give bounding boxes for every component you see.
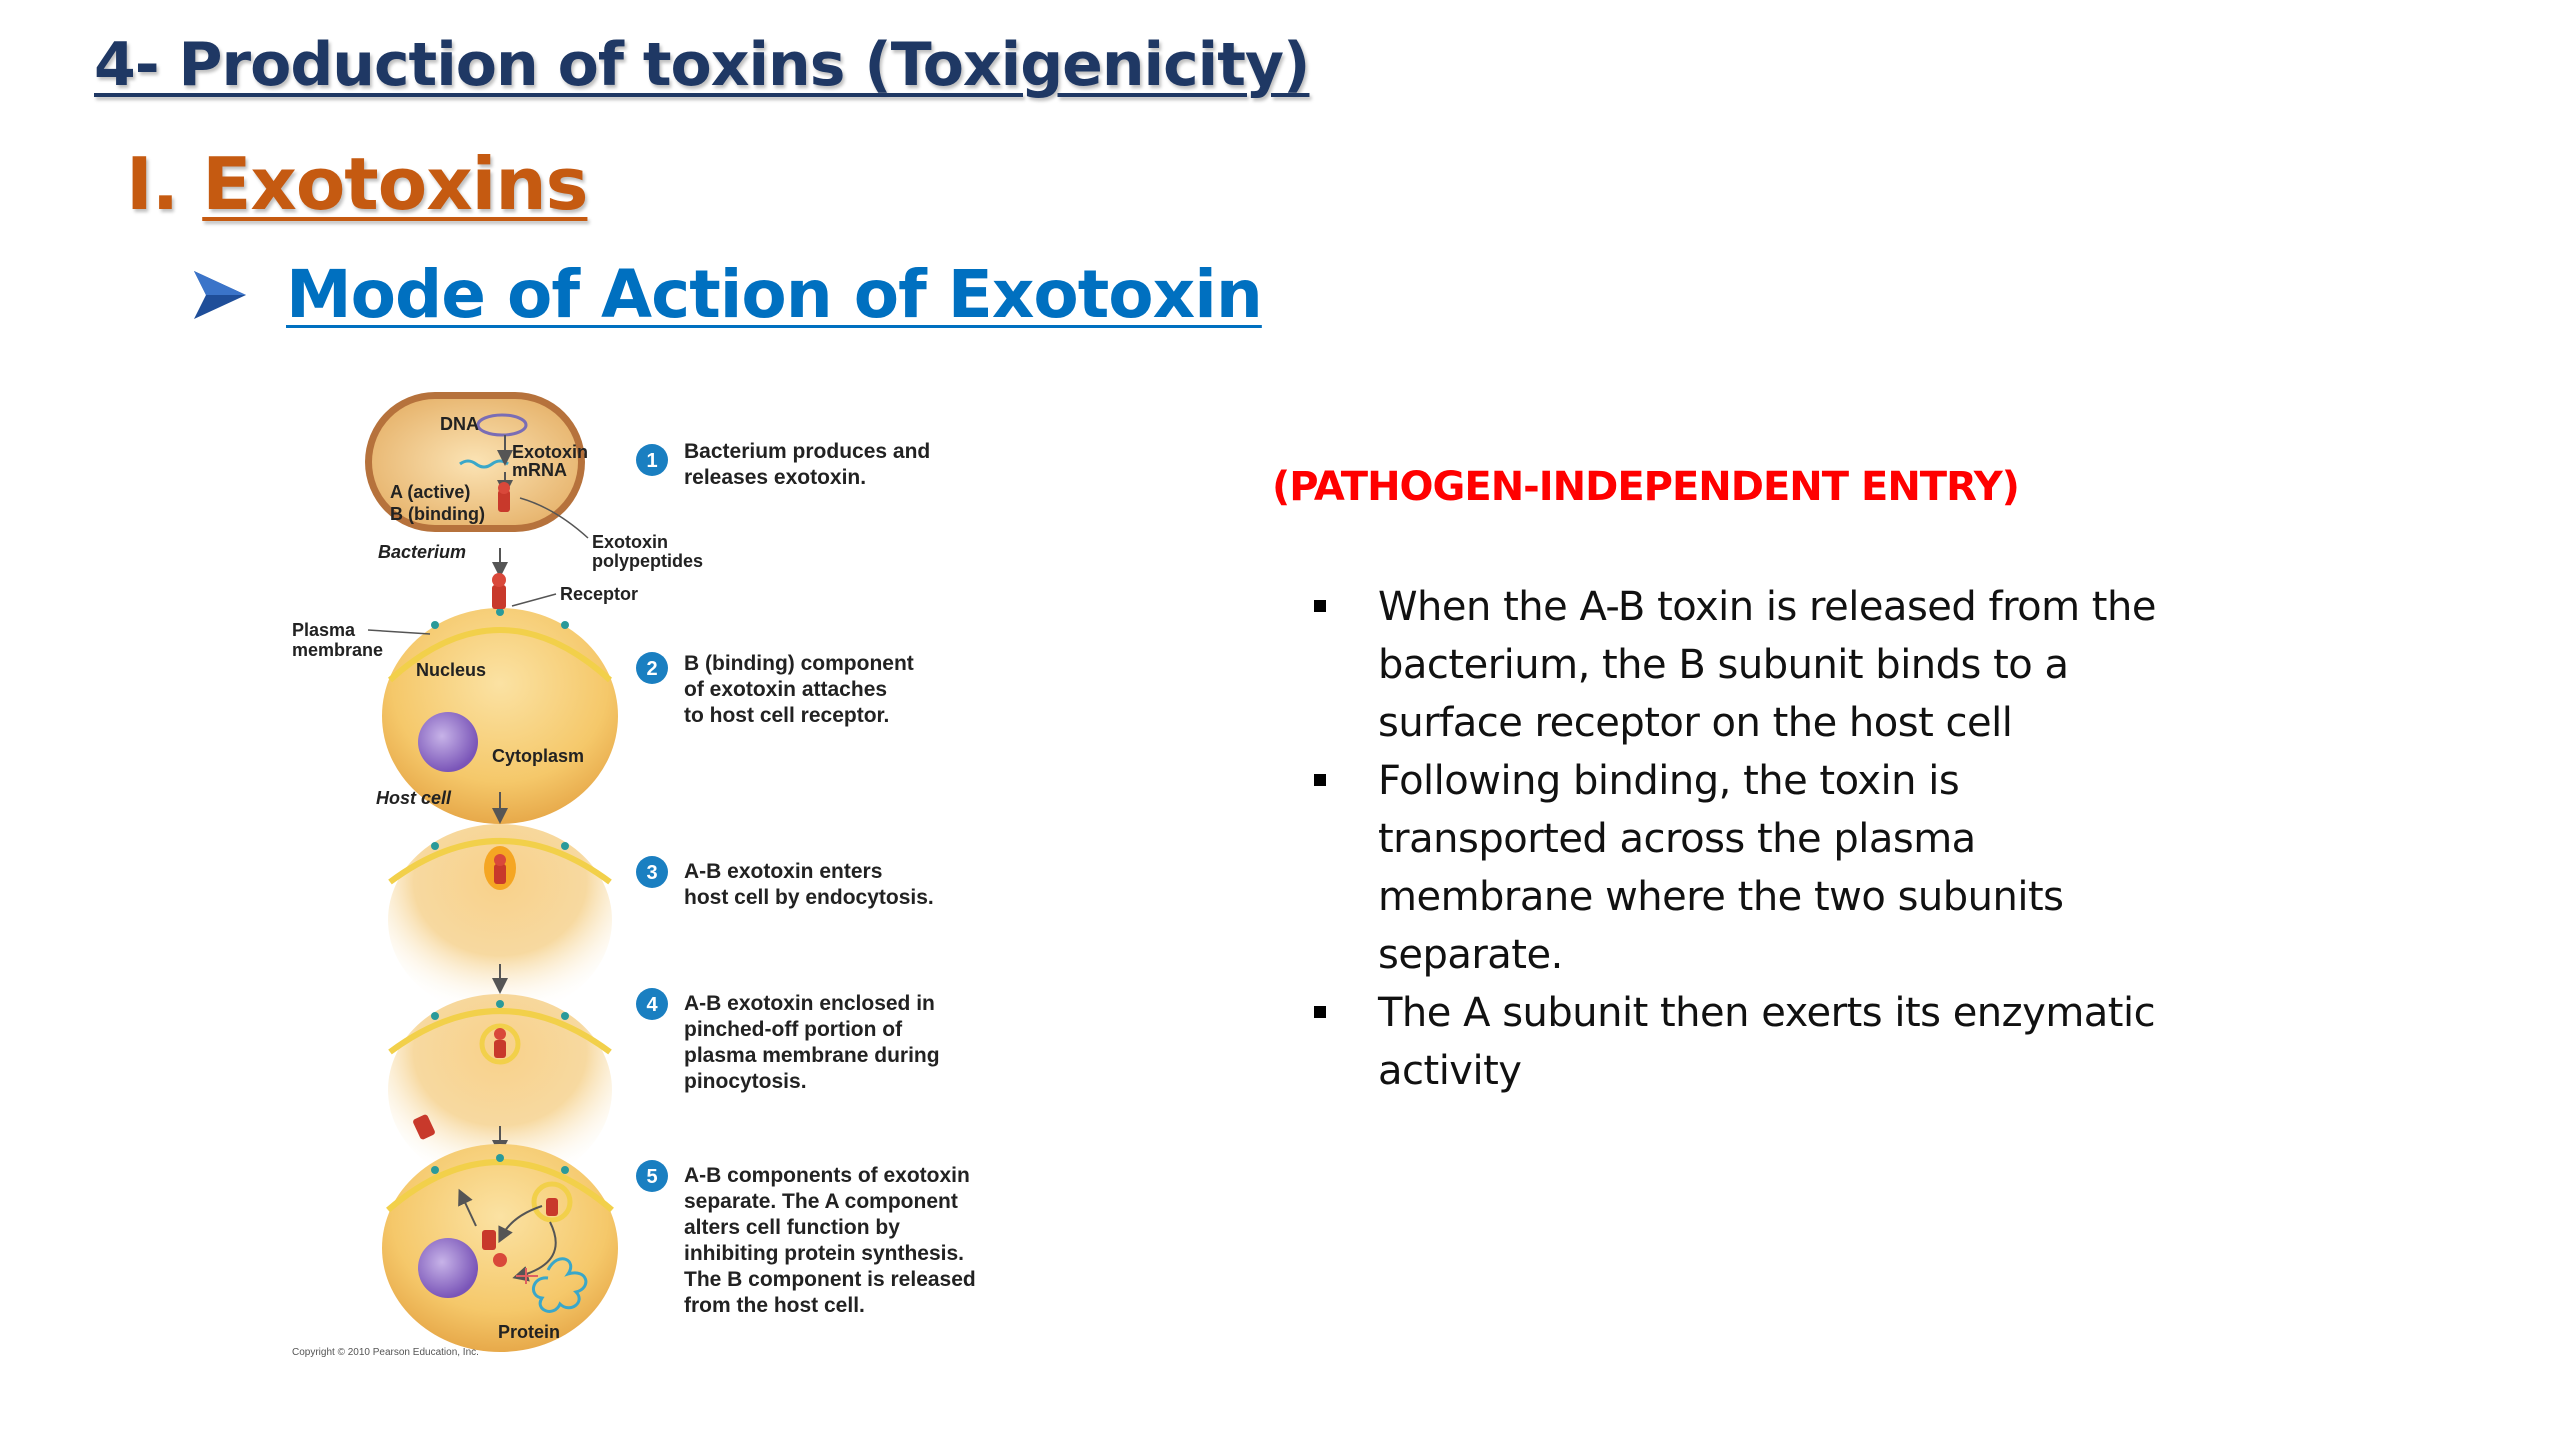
entry-heading: (PATHOGEN-INDEPENDENT ENTRY) [1272,464,2019,510]
step-4-line-4: pinocytosis. [684,1070,807,1093]
step-3-number: 3 [646,862,658,884]
step-2-number: 2 [646,658,658,680]
bullet-item [1310,578,2310,752]
step-3-line-1: A-B exotoxin enters [684,860,883,883]
slide-title: 4- Production of toxins (Toxigenicity) [94,30,1310,100]
copyright-text: Copyright © 2010 Pearson Education, Inc. [292,1347,479,1358]
receptor-pointer [512,594,556,606]
bullet-item [1310,752,2310,984]
bullet-2-line-1: Following binding, the toxin is [1378,758,1960,804]
b-binding-label: B (binding) [390,504,485,524]
step-5-line-5: The B component is released [684,1268,976,1291]
step-5 [636,1160,976,1317]
step-1-line-1: Bacterium produces and [684,440,931,463]
host-cell-label: Host cell [376,788,452,808]
exotoxin-label: Exotoxin [512,442,589,462]
section-label: Exotoxins [202,142,588,226]
step-1-number: 1 [646,450,658,472]
protein-label: Protein [498,1322,561,1342]
host-cell-step-2 [382,573,618,824]
bullet-2-line-3: membrane where the two subunits [1378,874,2064,920]
bullet-3-line-2: activity [1378,1048,1522,1094]
mrna-label: mRNA [512,460,568,480]
bullet-square-icon [1314,774,1326,786]
membrane-pointer [368,630,430,634]
bacterium-label: Bacterium [378,542,467,562]
subsection-label: Mode of Action of Exotoxin [286,256,1262,333]
bullet-square-icon [1314,600,1326,612]
exotoxin-diagram [280,380,1040,1360]
step-2-line-2: of exotoxin attaches [684,678,888,701]
bullet-item [1310,984,2310,1100]
nucleus-label: Nucleus [416,660,487,680]
bullet-square-icon [1314,1006,1326,1018]
step-5-line-6: from the host cell. [684,1294,865,1317]
step-3-line-2: host cell by endocytosis. [684,886,934,909]
step-1-line-2: releases exotoxin. [684,466,867,489]
step-5-line-1: A-B components of exotoxin [684,1164,970,1187]
bullet-list [1310,578,2310,1100]
step-4-line-2: pinched-off portion of [684,1018,903,1041]
plasma-label: Plasma [292,620,356,640]
step-2 [636,652,914,727]
exotoxin-polypeptides-label-1: Exotoxin [592,532,669,552]
section-heading [126,142,587,226]
bullet-3-line-1: The A subunit then exerts its enzymatic [1378,990,2156,1036]
step-4-number: 4 [646,994,658,1016]
step-2-line-3: to host cell receptor. [684,704,890,727]
bullet-2-line-4: separate. [1378,932,1563,978]
step-4-line-3: plasma membrane during [684,1044,940,1067]
bullet-1-line-2: bacterium, the B subunit binds to a [1378,642,2069,688]
dna-label: DNA [440,414,479,434]
step-5-line-3: alters cell function by [684,1216,900,1239]
exotoxin-polypeptides-label-2: polypeptides [592,551,704,571]
step-5-line-2: separate. The A component [684,1190,958,1213]
cytoplasm-label: Cytoplasm [492,746,585,766]
bullet-1-line-1: When the A-B toxin is released from the [1378,584,2156,630]
host-cell-step-3 [388,824,612,1016]
step-5-line-4: inhibiting protein synthesis. [684,1242,965,1265]
step-5-number: 5 [646,1166,658,1188]
step-4 [636,988,940,1093]
step-4-line-1: A-B exotoxin enclosed in [684,992,935,1015]
receptor-label: Receptor [560,584,639,604]
bullet-1-line-3: surface receptor on the host cell [1378,700,2013,746]
arrow-bullet-icon [190,265,250,325]
a-active-label: A (active) [390,482,471,502]
section-number: I. [126,142,179,226]
step-2-line-1: B (binding) component [684,652,914,675]
step-1 [636,440,930,489]
bullet-2-line-2: transported across the plasma [1378,816,1976,862]
subsection-heading [190,256,1262,333]
step-3 [636,856,934,909]
membrane-label: membrane [292,640,384,660]
host-cell-step-5 [382,1144,618,1352]
